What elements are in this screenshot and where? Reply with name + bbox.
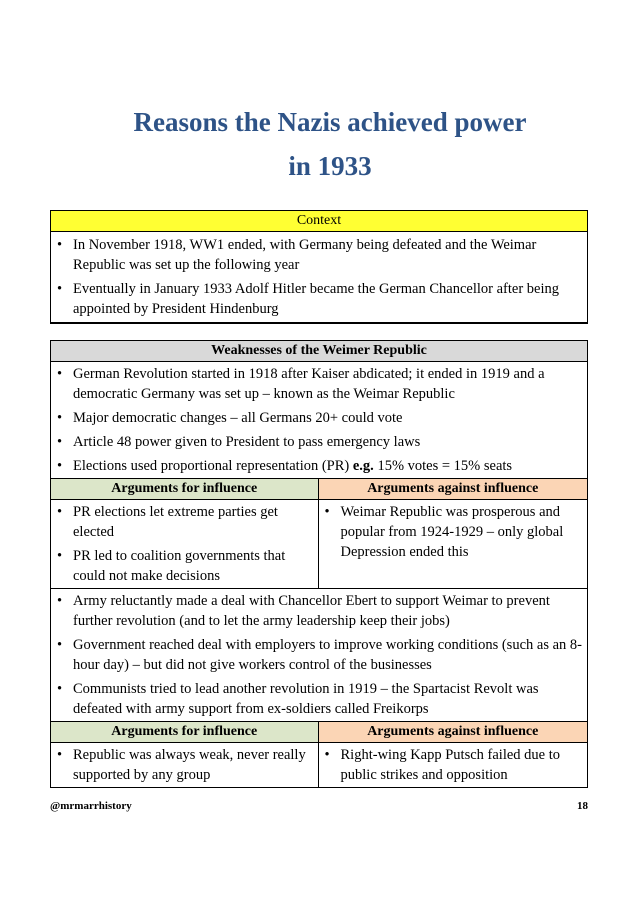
weaknesses-body <box>51 362 588 479</box>
footer-handle: @mrmarrhistory <box>50 800 132 812</box>
title-line-1: Reasons the Nazis achieved power <box>133 107 527 137</box>
list-item: • Eventually in January 1933 Adolf Hitler became the German Chancellor after being appointed by President Hindenburg <box>51 279 583 319</box>
list-item: • Article 48 power given to President to pass emergency laws <box>51 432 583 452</box>
pr-bullet-eg: e.g. <box>352 458 374 474</box>
list-item: • In November 1918, WW1 ended, with Germany being defeated and the Weimar Republic was set up the following year <box>51 235 583 275</box>
list-item <box>51 456 583 476</box>
args-for-cell-1 <box>51 500 319 589</box>
list-item: • Communists tried to lead another revolution in 1919 – the Spartacist Revolt was defeated with army support from ex-soldiers called Freikorps <box>51 679 583 719</box>
list-item: • PR elections let extreme parties get elected <box>51 502 314 542</box>
page-number: 18 <box>577 800 588 812</box>
args-against-cell-2 <box>318 743 587 788</box>
page-title <box>60 100 600 188</box>
weaknesses-table <box>50 340 588 788</box>
weaknesses-header: Weaknesses of the Weimer Republic <box>51 341 588 362</box>
weaknesses-body-2 <box>51 589 588 722</box>
list-item: • Major democratic changes – all Germans 20+ could vote <box>51 408 583 428</box>
args-for-cell-2 <box>51 743 319 788</box>
pr-bullet-tail: 15% votes = 15% seats <box>373 458 513 474</box>
pr-bullet-text: Elections used proportional representation (PR) <box>73 458 353 474</box>
title-line-2: in 1933 <box>288 151 372 181</box>
context-table <box>50 210 588 324</box>
args-against-cell-1 <box>318 500 587 589</box>
list-item: • Republic was always weak, never really supported by any group <box>51 745 314 785</box>
args-against-header-2: Arguments against influence <box>318 722 587 743</box>
page-footer <box>50 800 588 812</box>
args-for-header-2: Arguments for influence <box>51 722 319 743</box>
args-for-header-1: Arguments for influence <box>51 479 319 500</box>
context-body <box>51 232 588 324</box>
list-item: • PR led to coalition governments that could not make decisions <box>51 546 314 586</box>
list-item: • German Revolution started in 1918 after Kaiser abdicated; it ended in 1919 and a democratic Germany was set up – known as the Weimar Republic <box>51 364 583 404</box>
list-item: • Right-wing Kapp Putsch failed due to public strikes and opposition <box>319 745 583 785</box>
list-item: • Weimar Republic was prosperous and popular from 1924-1929 – only global Depression ended this <box>319 502 583 562</box>
list-item: • Army reluctantly made a deal with Chancellor Ebert to support Weimar to prevent further revolution (and to let the army leadership keep their jobs) <box>51 591 583 631</box>
list-item: • Government reached deal with employers to improve working conditions (such as an 8-hour day) – but did not give workers control of the businesses <box>51 635 583 675</box>
context-header: Context <box>51 211 588 232</box>
args-against-header-1: Arguments against influence <box>318 479 587 500</box>
